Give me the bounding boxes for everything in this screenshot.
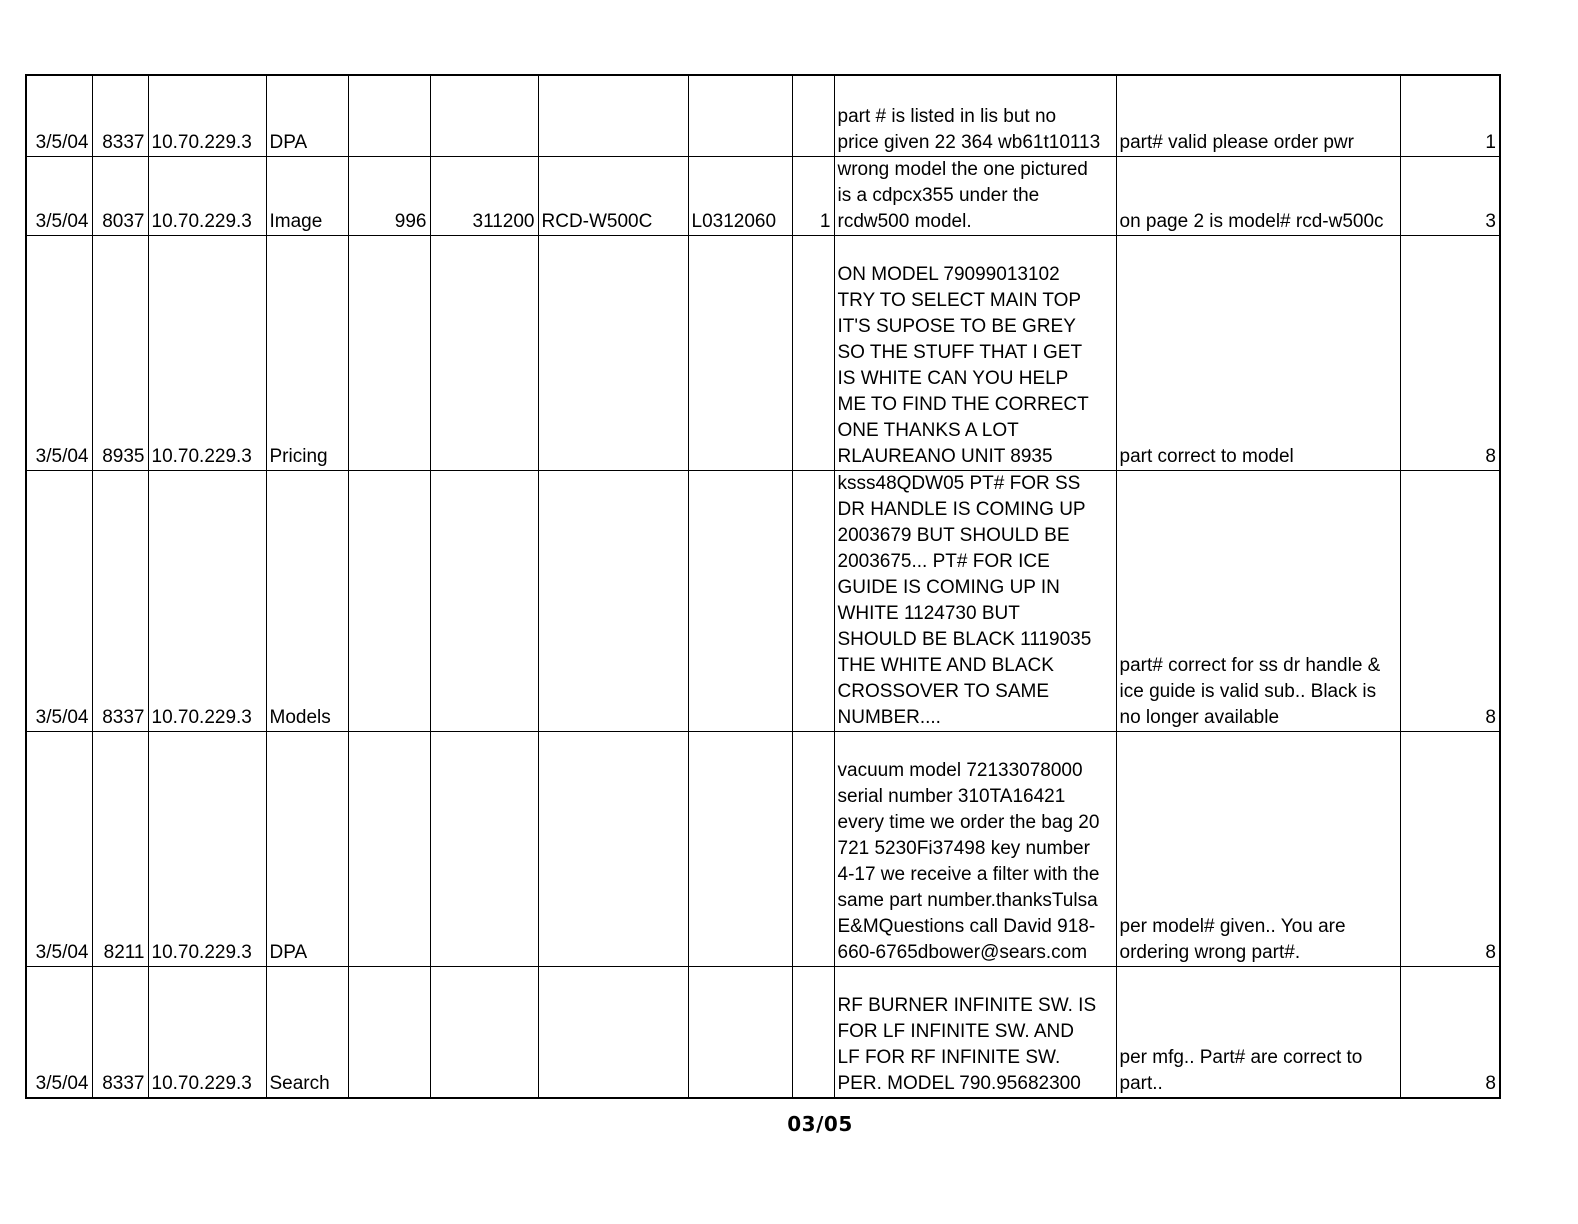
row-unit: 8337 xyxy=(92,75,148,157)
row-description: ON MODEL 79099013102 TRY TO SELECT MAIN TOP IT'S SUPOSE TO BE GREY SO THE STUFF THAT I GET IS WHITE CAN YOU HELP ME TO FIND THE CORRECT ONE THANKS A LOT RLAUREANO UNIT 8935 xyxy=(834,236,1116,471)
row-description: vacuum model 72133078000 serial number 310TA16421 every time we order the bag 20 721 5230Fi37498 key number 4-17 we receive a filter with the same part number.thanksTulsa E&MQuestions call David 918- 660-6765dbower@sears.com xyxy=(834,732,1116,967)
row-model-number xyxy=(538,967,688,1099)
table-row xyxy=(26,732,1500,967)
row-order-number xyxy=(430,471,538,732)
row-order-number xyxy=(430,732,538,967)
row-order-number xyxy=(430,75,538,157)
row-description: ksss48QDW05 PT# FOR SS DR HANDLE IS COMING UP 2003679 BUT SHOULD BE 2003675... PT# FOR ICE GUIDE IS COMING UP IN WHITE 1124730 BUT SHOULD BE BLACK 1119035 THE WHITE AND BLACK CROSSOVER TO SAME NUMBER.... xyxy=(834,471,1116,732)
row-model-number xyxy=(538,236,688,471)
row-model-number xyxy=(538,75,688,157)
row-code: 8 xyxy=(1400,967,1500,1099)
row-response: part# correct for ss dr handle & ice guide is valid sub.. Black is no longer available xyxy=(1116,471,1400,732)
row-unit: 8037 xyxy=(92,157,148,236)
row-response: per model# given.. You are ordering wrong part#. xyxy=(1116,732,1400,967)
row-order-number xyxy=(430,967,538,1099)
table-row xyxy=(26,471,1500,732)
table-row xyxy=(26,157,1500,236)
row-lot-number xyxy=(688,471,792,732)
row-code: 8 xyxy=(1400,471,1500,732)
row-ip-address: 10.70.229.3 xyxy=(148,157,266,236)
row-category: Image xyxy=(266,157,348,236)
row-lot-number xyxy=(688,236,792,471)
row-category: Models xyxy=(266,471,348,732)
row-lot-number: L0312060 xyxy=(688,157,792,236)
table-row xyxy=(26,236,1500,471)
row-count xyxy=(792,967,834,1099)
row-order-number xyxy=(430,236,538,471)
row-quantity xyxy=(348,732,430,967)
row-code: 3 xyxy=(1400,157,1500,236)
row-quantity xyxy=(348,236,430,471)
row-quantity: 996 xyxy=(348,157,430,236)
row-code: 1 xyxy=(1400,75,1500,157)
row-count: 1 xyxy=(792,157,834,236)
row-unit: 8935 xyxy=(92,236,148,471)
row-date: 3/5/04 xyxy=(26,236,92,471)
row-code: 8 xyxy=(1400,236,1500,471)
row-date: 3/5/04 xyxy=(26,967,92,1099)
table-row xyxy=(26,967,1500,1099)
row-date: 3/5/04 xyxy=(26,471,92,732)
row-response: per mfg.. Part# are correct to part.. xyxy=(1116,967,1400,1099)
row-description: part # is listed in lis but no price given 22 364 wb61t10113 xyxy=(834,75,1116,157)
table-row xyxy=(26,75,1500,157)
row-model-number: RCD-W500C xyxy=(538,157,688,236)
row-quantity xyxy=(348,471,430,732)
row-model-number xyxy=(538,471,688,732)
row-lot-number xyxy=(688,732,792,967)
row-unit: 8337 xyxy=(92,967,148,1099)
row-category: DPA xyxy=(266,732,348,967)
row-ip-address: 10.70.229.3 xyxy=(148,732,266,967)
row-count xyxy=(792,471,834,732)
row-ip-address: 10.70.229.3 xyxy=(148,75,266,157)
page-number: 03/05 xyxy=(787,1112,853,1136)
row-category: Search xyxy=(266,967,348,1099)
row-response: on page 2 is model# rcd-w500c xyxy=(1116,157,1400,236)
row-date: 3/5/04 xyxy=(26,157,92,236)
row-quantity xyxy=(348,967,430,1099)
row-count xyxy=(792,732,834,967)
row-description: RF BURNER INFINITE SW. IS FOR LF INFINITE SW. AND LF FOR RF INFINITE SW. PER. MODEL 790.95682300 xyxy=(834,967,1116,1099)
row-count xyxy=(792,75,834,157)
row-count xyxy=(792,236,834,471)
row-category: DPA xyxy=(266,75,348,157)
row-ip-address: 10.70.229.3 xyxy=(148,967,266,1099)
table-body xyxy=(26,75,1500,1098)
row-lot-number xyxy=(688,75,792,157)
row-unit: 8337 xyxy=(92,471,148,732)
row-order-number: 311200 xyxy=(430,157,538,236)
row-unit: 8211 xyxy=(92,732,148,967)
row-model-number xyxy=(538,732,688,967)
row-code: 8 xyxy=(1400,732,1500,967)
row-date: 3/5/04 xyxy=(26,732,92,967)
row-ip-address: 10.70.229.3 xyxy=(148,471,266,732)
row-response: part# valid please order pwr xyxy=(1116,75,1400,157)
row-ip-address: 10.70.229.3 xyxy=(148,236,266,471)
support-log-table xyxy=(25,74,1501,1099)
row-date: 3/5/04 xyxy=(26,75,92,157)
row-lot-number xyxy=(688,967,792,1099)
row-quantity xyxy=(348,75,430,157)
row-response: part correct to model xyxy=(1116,236,1400,471)
row-category: Pricing xyxy=(266,236,348,471)
row-description: wrong model the one pictured is a cdpcx355 under the rcdw500 model. xyxy=(834,157,1116,236)
